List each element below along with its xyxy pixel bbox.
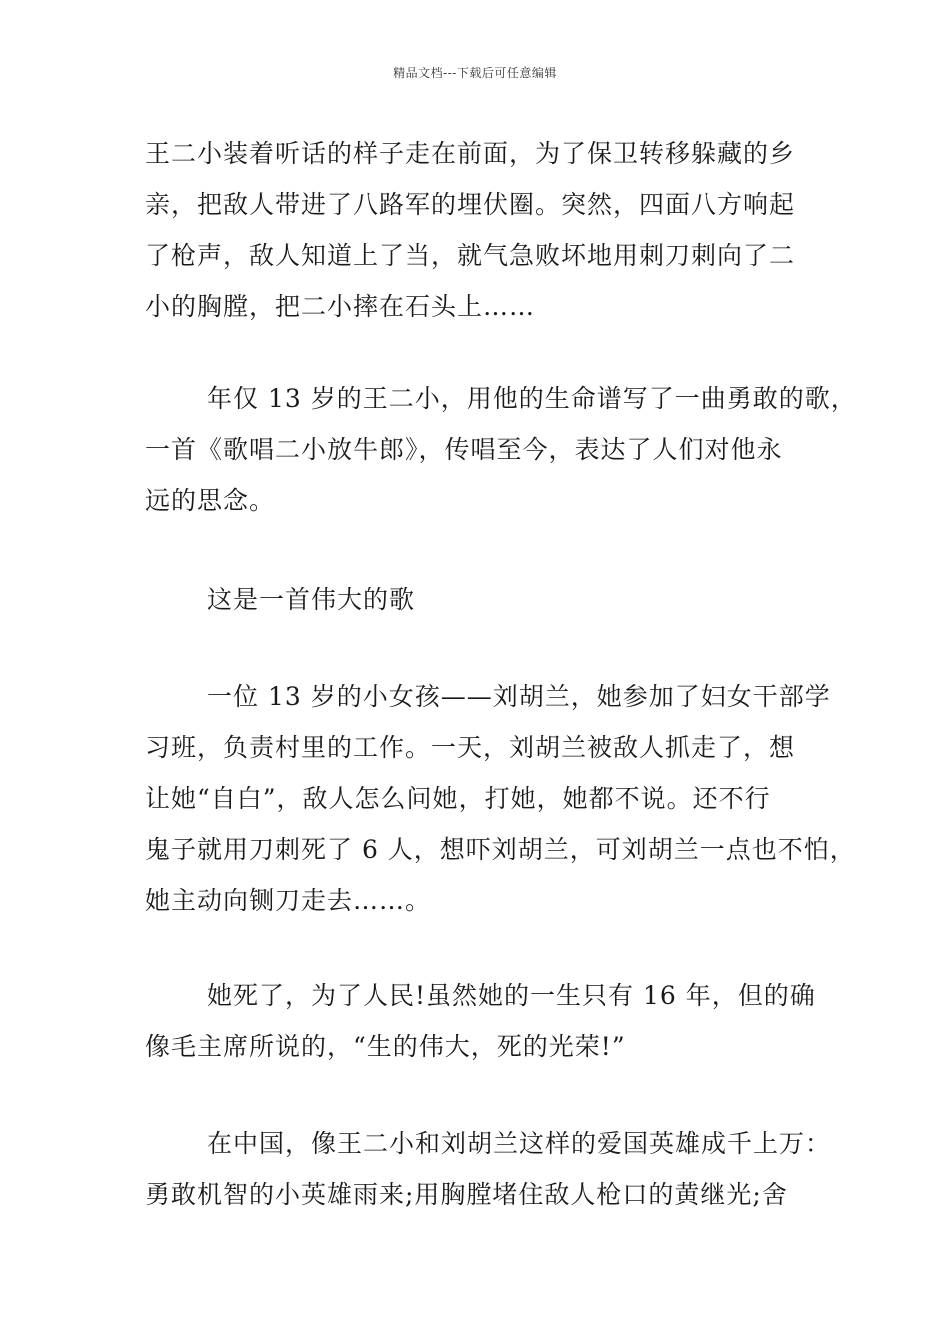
text-line: 勇敢机智的小英雄雨来;用胸膛堵住敌人枪口的黄继光;舍 — [145, 1180, 788, 1209]
text-line: 了枪声，敌人知道上了当，就气急败坏地用刺刀刺向了二 — [145, 241, 796, 270]
text-line: 习班，负责村里的工作。一天，刘胡兰被敌人抓走了，想 — [145, 733, 796, 762]
text-line: 王二小装着听话的样子走在前面，为了保卫转移躲藏的乡 — [145, 139, 796, 168]
text-line: 鬼子就用刀刺死了 6 人，想吓刘胡兰，可刘胡兰一点也不怕， — [145, 835, 856, 864]
paragraph-great-song — [145, 574, 813, 625]
text-line: 亲，把敌人带进了八路军的埋伏圈。突然，四面八方响起 — [145, 190, 796, 219]
text-line: 让她“自白”，敌人怎么问她，打她，她都不说。还不行 — [145, 784, 771, 813]
text-line: 一位 13 岁的小女孩——刘胡兰，她参加了妇女干部学 — [207, 682, 831, 711]
text-line: 像毛主席所说的，“生的伟大，死的光荣!” — [145, 1032, 626, 1061]
text-line: 她死了，为了人民!虽然她的一生只有 16 年，但的确 — [207, 981, 816, 1010]
text-line: 她主动向铡刀走去……。 — [145, 886, 432, 915]
text-line: 这是一首伟大的歌 — [207, 585, 416, 614]
text-line: 小的胸膛，把二小摔在石头上…… — [145, 292, 536, 321]
text-line: 一首《歌唱二小放牛郎》，传唱至今，表达了人们对他永 — [145, 435, 783, 464]
paragraph-wang-erxiao-ambush — [145, 128, 813, 332]
paragraph-liu-hulan-death — [145, 970, 816, 1072]
page-header: 精品文档---下载后可任意编辑 — [393, 66, 557, 80]
paragraph-patriotic-heroes — [145, 1118, 832, 1220]
text-line: 远的思念。 — [145, 486, 276, 515]
paragraph-liu-hulan — [145, 671, 856, 926]
text-line: 在中国，像王二小和刘胡兰这样的爱国英雄成千上万： — [207, 1129, 832, 1158]
paragraph-wang-erxiao-song — [145, 373, 857, 526]
text-line: 年仅 13 岁的王二小，用他的生命谱写了一曲勇敢的歌， — [207, 384, 857, 413]
